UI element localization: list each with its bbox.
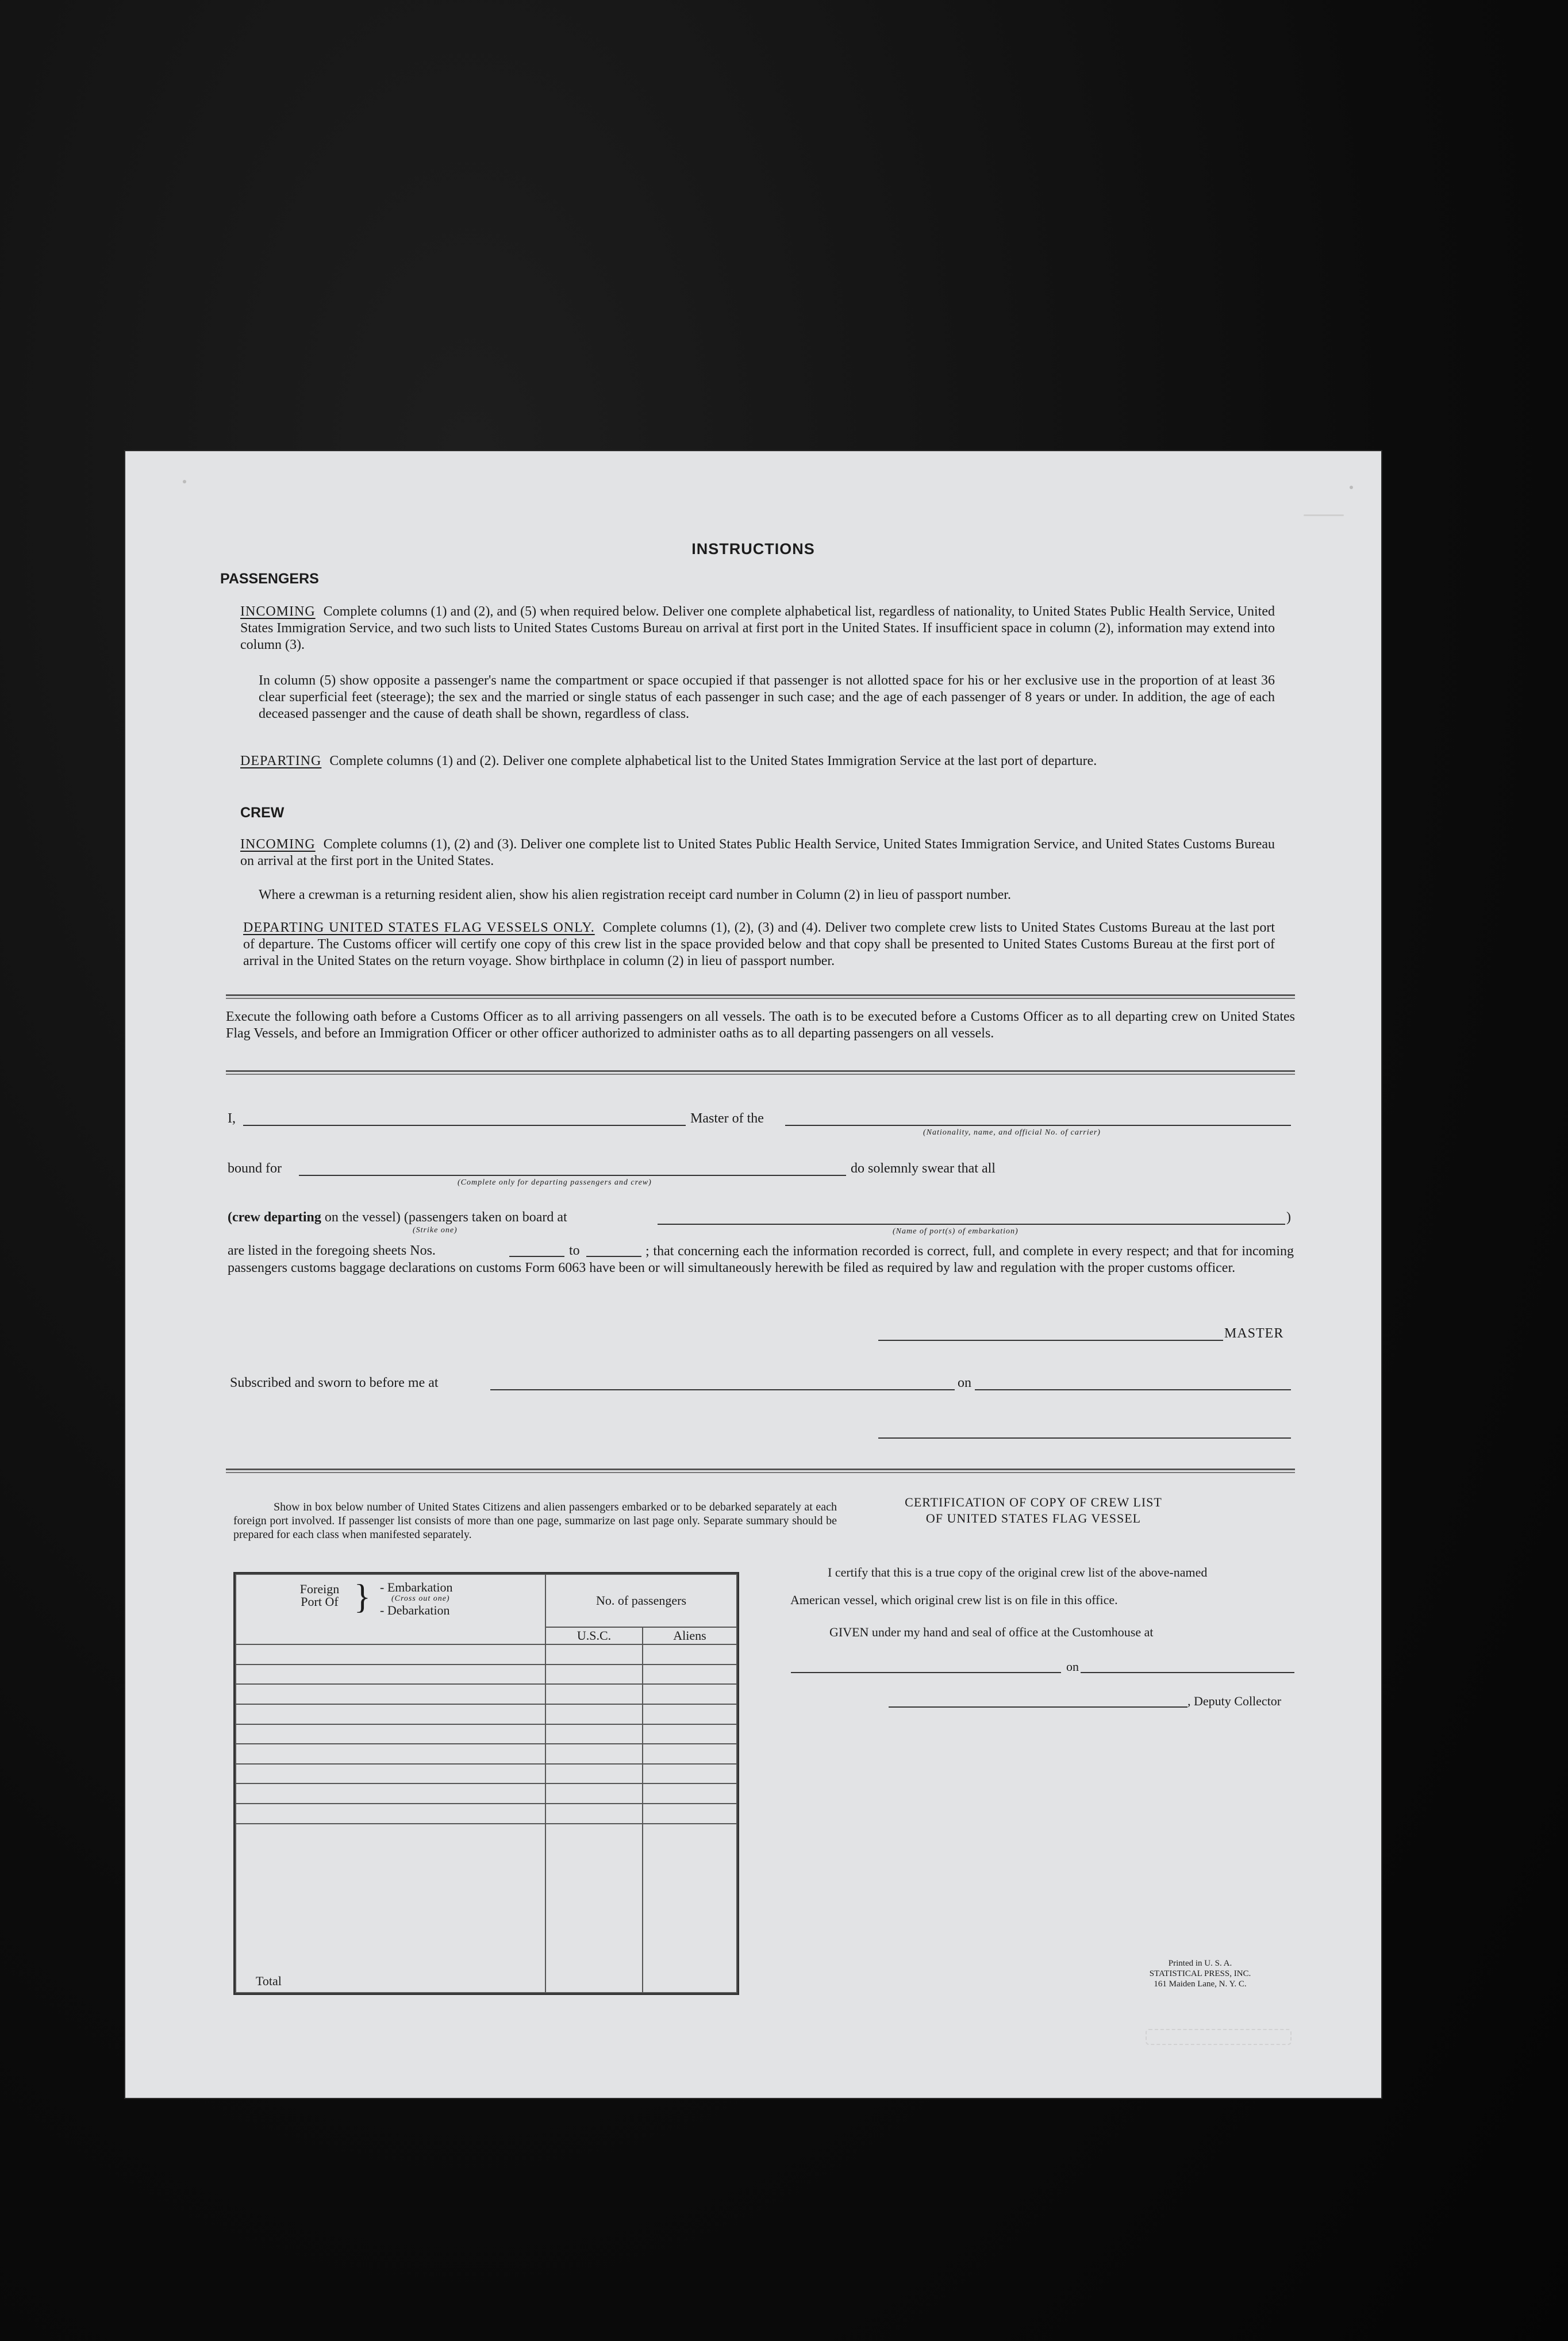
passengers-departing-lead: DEPARTING <box>240 754 322 768</box>
usc-cell[interactable] <box>545 1665 643 1685</box>
printer-line2: STATISTICAL PRESS, INC. <box>1149 1969 1251 1978</box>
swear-label: do solemnly swear that all <box>851 1161 996 1176</box>
certification-text2: American vessel, which original crew list is on file in this office. <box>790 1593 1118 1607</box>
aliens-cell[interactable] <box>643 1724 737 1744</box>
deputy-label: , Deputy Collector <box>1187 1694 1282 1708</box>
bound-for-hint: (Complete only for departing passengers and crew) <box>458 1178 652 1187</box>
port-cell[interactable] <box>236 1704 545 1724</box>
form-sheet <box>125 451 1381 2098</box>
section-divider <box>226 1070 1295 1075</box>
port-cell[interactable] <box>236 1684 545 1704</box>
embarkation-label: - Embarkation <box>380 1580 453 1594</box>
certification-heading-line1: CERTIFICATION OF COPY OF CREW LIST <box>905 1495 1162 1509</box>
passengers-heading: PASSENGERS <box>220 571 319 587</box>
bleed-through-mark <box>1146 2029 1292 2045</box>
sworn-date-field[interactable] <box>975 1389 1291 1390</box>
port-cell[interactable] <box>236 1724 545 1744</box>
master-label: MASTER <box>1224 1326 1284 1341</box>
carrier-hint: (Nationality, name, and official No. of carrier) <box>923 1128 1101 1137</box>
port-cell[interactable] <box>236 1804 545 1824</box>
table-row <box>236 1665 737 1685</box>
summary-intro-text: Show in box below number of United States Citizens and alien passengers embarked or to be debarked separately at each foreign port involved. If passenger list consists of more than one page, summarize on last page only. Separate summary should be prepared for each class when manifested separately. <box>233 1501 837 1541</box>
oath-instruction-text: Execute the following oath before a Customs Officer as to all arriving passengers on all vessels. The oath is to be executed before a Customs Officer as to all departing crew on United States Flag Vessels, and before an Immigration Officer or other officer authorized to administer oaths as to all departing passengers on all vessels. <box>226 1009 1295 1041</box>
certification-text3: GIVEN under my hand and seal of office at the Customhouse at <box>829 1625 1154 1639</box>
port-cell[interactable] <box>236 1665 545 1685</box>
passenger-summary-table <box>233 1572 739 1995</box>
printer-line1: Printed in U. S. A. <box>1168 1959 1232 1968</box>
usc-cell[interactable] <box>545 1764 643 1784</box>
aliens-cell[interactable] <box>643 1665 737 1685</box>
aliens-cell[interactable] <box>643 1804 737 1824</box>
section-divider <box>226 994 1295 999</box>
usc-cell[interactable] <box>545 1704 643 1724</box>
passengers-departing-paragraph <box>240 753 1275 770</box>
officer-signature-field[interactable] <box>878 1437 1291 1439</box>
port-cell[interactable] <box>236 1644 545 1665</box>
listed-continuation <box>228 1243 1294 1277</box>
passengers-incoming-lead: INCOMING <box>240 604 316 619</box>
crew-heading: CREW <box>240 805 285 821</box>
table-row <box>236 1744 737 1764</box>
total-label: Total <box>236 1824 545 1993</box>
section-divider <box>226 1469 1295 1473</box>
usc-cell[interactable] <box>545 1804 643 1824</box>
debarkation-label: - Debarkation <box>380 1603 450 1617</box>
strike-line <box>228 1210 567 1225</box>
customhouse-field[interactable] <box>791 1672 1061 1673</box>
certification-on-label: on <box>1066 1659 1079 1674</box>
sworn-on-label: on <box>958 1375 971 1390</box>
table-row <box>236 1783 737 1804</box>
to-label: to <box>569 1243 580 1258</box>
crew-departing-lead: DEPARTING UNITED STATES FLAG VESSELS ONLY. <box>243 920 595 935</box>
port-cell[interactable] <box>236 1783 545 1804</box>
ports-field[interactable] <box>658 1224 1285 1225</box>
total-row <box>236 1824 737 1993</box>
usc-cell[interactable] <box>545 1684 643 1704</box>
page-title: INSTRUCTIONS <box>691 540 815 558</box>
crew-incoming-lead: INCOMING <box>240 837 316 852</box>
listed-text: ; that concerning each the information recorded is correct, full, and complete in every respect; and that for incoming passengers customs baggage declarations on customs Form 6063 have been or will simultaneously herewith be filed as required by law and regulation with the proper customs officer. <box>228 1244 1294 1275</box>
crew-departing-paragraph <box>243 920 1275 970</box>
crew-resident-text: Where a crewman is a returning resident alien, show his alien registration receipt card number in Column (2) in lieu of passport number. <box>259 887 1011 902</box>
aliens-cell[interactable] <box>643 1704 737 1724</box>
usc-header: U.S.C. <box>545 1627 643 1644</box>
passengers-column5-text: In column (5) show opposite a passenger's name the compartment or space occupied if that passenger is not allotted space for his or her exclusive use in the proportion of at least 36 clear superficial feet (steerage); the sex and the married or single status of each passenger in such case; and the age of each passenger of 8 years or under. In addition, the age of each deceased passenger and the cause of death shall be shown, regardless of class. <box>259 673 1275 721</box>
i-label: I, <box>228 1111 236 1126</box>
usc-cell[interactable] <box>545 1724 643 1744</box>
crew-incoming-paragraph <box>240 836 1275 870</box>
deputy-signature-field[interactable] <box>889 1706 1187 1708</box>
aliens-cell[interactable] <box>643 1764 737 1784</box>
master-signature-field[interactable] <box>878 1340 1223 1341</box>
usc-cell[interactable] <box>545 1783 643 1804</box>
bound-for-label: bound for <box>228 1161 282 1176</box>
certification-heading-line2: OF UNITED STATES FLAG VESSEL <box>925 1511 1142 1525</box>
scan-smudge <box>1304 514 1344 516</box>
aliens-total-cell[interactable] <box>643 1824 737 1993</box>
scan-speck <box>183 480 186 483</box>
bound-for-field[interactable] <box>299 1175 846 1176</box>
printer-line3: 161 Maiden Lane, N. Y. C. <box>1154 1979 1247 1989</box>
certification-text1: I certify that this is a true copy of the original crew list of the above-named <box>828 1565 1208 1579</box>
table-row <box>236 1764 737 1784</box>
brace-icon: } <box>354 1578 371 1616</box>
port-cell[interactable] <box>236 1764 545 1784</box>
crew-departing-text: Complete columns (1), (2), (3) and (4). Deliver two complete crew lists to United States Customs Bureau at the last port of departure. The Customs officer will certify one copy of this crew list in the space provided below and that copy shall be presented to United States Customs Bureau at the first port of arrival in the United States on the return voyage. Show birthplace in column (2) in lieu of passport number. <box>243 920 1275 968</box>
aliens-header: Aliens <box>643 1627 737 1644</box>
crew-resident-paragraph <box>259 887 1275 904</box>
carrier-field[interactable] <box>785 1125 1291 1126</box>
cross-hint: (Cross out one) <box>391 1594 450 1603</box>
aliens-cell[interactable] <box>643 1744 737 1764</box>
scan-speck <box>1350 486 1353 489</box>
sworn-place-field[interactable] <box>490 1389 955 1390</box>
table-row <box>236 1704 737 1724</box>
subscribed-label: Subscribed and sworn to before me at <box>230 1375 439 1390</box>
foreign-port-label: Foreign Port Of <box>299 1582 340 1609</box>
no-passengers-header: No. of passengers <box>545 1574 737 1627</box>
ports-hint: (Name of port(s) of embarkation) <box>893 1227 1019 1236</box>
usc-total-cell[interactable] <box>545 1824 643 1993</box>
certification-heading <box>861 1494 1206 1527</box>
printer-imprint <box>1114 1958 1286 1989</box>
crew-departing-label: (crew departing <box>228 1210 321 1225</box>
aliens-cell[interactable] <box>643 1684 737 1704</box>
oath-instruction-paragraph <box>226 1009 1295 1042</box>
master-name-field[interactable] <box>243 1125 686 1126</box>
on-vessel-label: on the vessel) <box>324 1210 401 1225</box>
port-cell[interactable] <box>236 1744 545 1764</box>
listed-line-label: are listed in the foregoing sheets Nos. <box>228 1243 436 1258</box>
passengers-incoming-paragraph <box>240 603 1275 654</box>
foreign-port-header <box>236 1574 545 1644</box>
crew-incoming-text: Complete columns (1), (2) and (3). Deliver one complete list to United States Public Health Service, United States Immigration Service, and United States Customs Bureau on arrival at the first port in the United States. <box>240 837 1275 868</box>
passengers-departing-text: Complete columns (1) and (2). Deliver one complete alphabetical list to the United States Immigration Service at the last port of departure. <box>329 754 1097 768</box>
usc-cell[interactable] <box>545 1744 643 1764</box>
aliens-cell[interactable] <box>643 1644 737 1665</box>
table-row <box>236 1644 737 1665</box>
aliens-cell[interactable] <box>643 1783 737 1804</box>
master-of-label: Master of the <box>690 1111 764 1126</box>
close-paren: ) <box>1286 1210 1291 1225</box>
certification-date-field[interactable] <box>1081 1672 1294 1673</box>
passengers-label: (passengers taken on board at <box>403 1210 567 1225</box>
strike-hint: (Strike one) <box>413 1226 458 1235</box>
summary-intro <box>233 1500 837 1542</box>
passengers-column5-paragraph <box>259 672 1275 722</box>
table-row <box>236 1684 737 1704</box>
table-row <box>236 1804 737 1824</box>
table-row <box>236 1724 737 1744</box>
passengers-incoming-text: Complete columns (1) and (2), and (5) when required below. Deliver one complete alphabetical list, regardless of nationality, to United States Public Health Service, United States Immigration Service, and two such lists to United States Customs Bureau on arrival at first port in the United States. If insufficient space in column (2), information may extend into column (3). <box>240 604 1275 652</box>
usc-cell[interactable] <box>545 1644 643 1665</box>
